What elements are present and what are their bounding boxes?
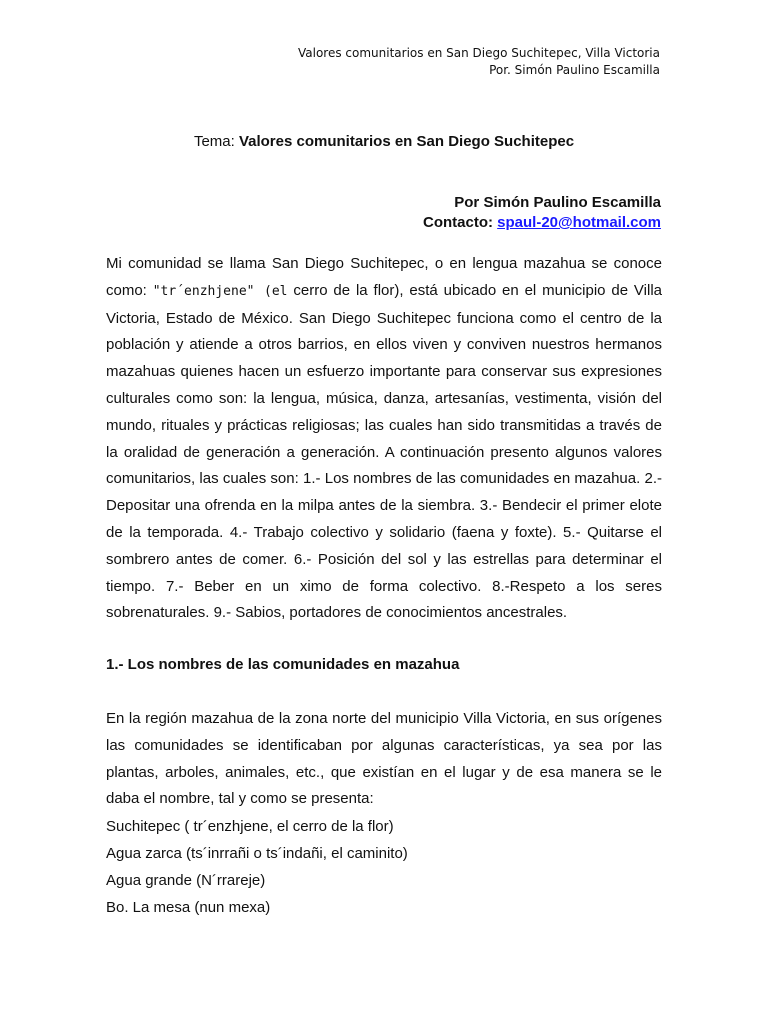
- list-item: Agua zarca (ts´inrrañi o ts´indañi, el caminito): [106, 845, 408, 862]
- title-text: Valores comunitarios en San Diego Suchitepec: [238, 133, 575, 150]
- running-header-author: Por. Simón Paulino Escamilla: [489, 63, 660, 77]
- title-prefix: Tema:: [193, 133, 239, 150]
- byline: [423, 193, 661, 233]
- email-link[interactable]: spaul-20@hotmail.com: [497, 214, 661, 231]
- list-item: Bo. La mesa (nun mexa): [106, 899, 271, 916]
- intro-text-1: Mi comunidad se llama San Diego Suchitepec, o en lengua mazahua se conoce como:: [106, 255, 662, 299]
- running-header-title: Valores comunitarios en San Diego Suchitepec, Villa Victoria: [298, 46, 660, 60]
- section-paragraph: En la región mazahua de la zona norte del municipio Villa Victoria, en sus orígenes las comunidades se identificaban por algunas características, ya sea por las plantas, arboles, animales, etc., que existían en el lugar y de esa manera se le daba el nombre, tal y como se presenta:: [106, 710, 662, 808]
- contact-label: Contacto:: [423, 214, 498, 231]
- list-item: Suchitepec ( tr´enzhjene, el cerro de la flor): [106, 818, 394, 835]
- contact-line: [423, 213, 661, 233]
- document-title: [0, 132, 768, 152]
- author-line: Por Simón Paulino Escamilla: [454, 194, 661, 211]
- intro-text-2: cerro de la flor), está ubicado en el municipio de Villa Victoria, Estado de México. San Diego Suchitepec funciona como el centro de la población y atiende a otros barrios, en ellos viven y conviven nuestros hermanos mazahuas quienes hacen un esfuerzo importante para conservar sus expresiones culturales como son: la lengua, música, danza, artesanías, vestimenta, visión del mundo, rituales y prácticas religiosas; las cuales han sido transmitidas a través de la oralidad de generación a generación. A continuación presento algunos valores comunitarios, las cuales son: 1.- Los nombres de las comunidades en mazahua. 2.- Depositar una ofrenda en la milpa antes de la siembra. 3.- Bendecir el primer elote de la temporada. 4.- Trabajo colectivo y solidario (faena y foxte). 5.- Quitarse el sombrero antes de comer. 6.- Posición del sol y las estrellas para determinar el tiempo. 7.- Beber en un ximo de forma colectivo. 8.-Respeto a los seres sobrenaturales. 9.- Sabios, portadores de conocimientos ancestrales.: [106, 281, 662, 622]
- mazahua-name: "tr´enzhjene" (el: [152, 283, 288, 299]
- community-names-list: [106, 813, 408, 921]
- running-header: [298, 45, 660, 79]
- intro-paragraph: [106, 251, 662, 627]
- section-heading: 1.- Los nombres de las comunidades en mazahua: [106, 656, 460, 673]
- list-item: Agua grande (N´rrareje): [106, 872, 266, 889]
